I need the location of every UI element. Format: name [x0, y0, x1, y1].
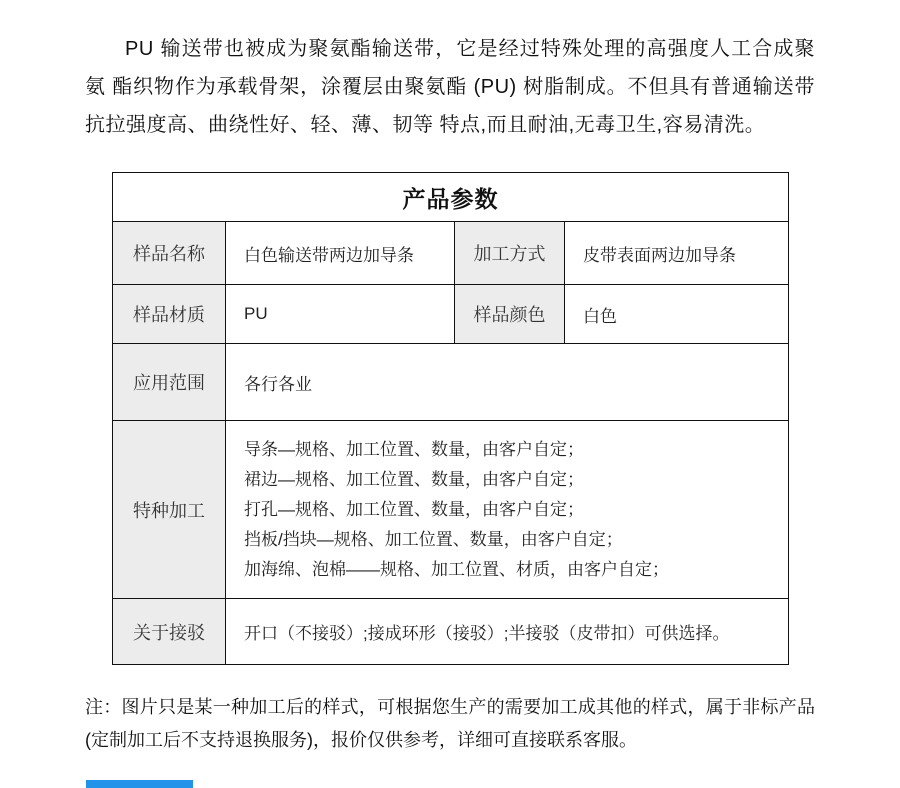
special-processing-line: 打孔—规格、加工位置、数量，由客户自定； — [244, 499, 584, 519]
table-row — [113, 599, 789, 665]
special-processing-line: 挡板/挡块—规格、加工位置、数量，由客户自定； — [244, 529, 623, 549]
sample-name-label: 样品名称 — [113, 222, 226, 285]
special-processing-value — [226, 421, 789, 599]
processing-method-label: 加工方式 — [455, 222, 565, 285]
application-scope-value: 各行各业 — [226, 344, 789, 421]
special-processing-label: 特种加工 — [113, 421, 226, 599]
intro-paragraph: PU 输送带也被成为聚氨酯输送带，它是经过特殊处理的高强度人工合成聚氨 酯织物作为承载骨架，涂覆层由聚氨酯 (PU) 树脂制成。不但具有普通输送带抗拉强度高、曲绕性好、轻、薄、韧等 特点,而且耐油,无毒卫生,容易清洗。 — [85, 38, 815, 136]
table-title-row — [113, 173, 789, 222]
joint-info-label: 关于接驳 — [113, 599, 226, 665]
sample-material-value: PU — [226, 285, 455, 344]
special-processing-line: 加海绵、泡棉——规格、加工位置、材质，由客户自定； — [244, 559, 669, 579]
sample-color-value: 白色 — [565, 285, 789, 344]
processing-method-value: 皮带表面两边加导条 — [565, 222, 789, 285]
table-row — [113, 421, 789, 599]
special-processing-line: 导条—规格、加工位置、数量，由客户自定； — [244, 439, 584, 459]
table-row — [113, 285, 789, 344]
special-processing-line: 裙边—规格、加工位置、数量，由客户自定； — [244, 469, 584, 489]
sample-name-value: 白色输送带两边加导条 — [226, 222, 455, 285]
note-paragraph: 注：图片只是某一种加工后的样式，可根据您生产的需要加工成其他的样式，属于非标产品(定制加工后不支持退换服务)，报价仅供参考，详细可直接联系客服。 — [85, 697, 815, 750]
table-row — [113, 344, 789, 421]
sample-material-label: 样品材质 — [113, 285, 226, 344]
table-title: 产品参数 — [113, 173, 789, 222]
product-params-table — [112, 172, 789, 665]
sample-color-label: 样品颜色 — [455, 285, 565, 344]
application-scope-label: 应用范围 — [113, 344, 226, 421]
joint-info-value: 开口（不接驳）;接成环形（接驳）;半接驳（皮带扣）可供选择。 — [226, 599, 789, 665]
bottom-accent-bar — [86, 780, 193, 788]
table-row — [113, 222, 789, 285]
